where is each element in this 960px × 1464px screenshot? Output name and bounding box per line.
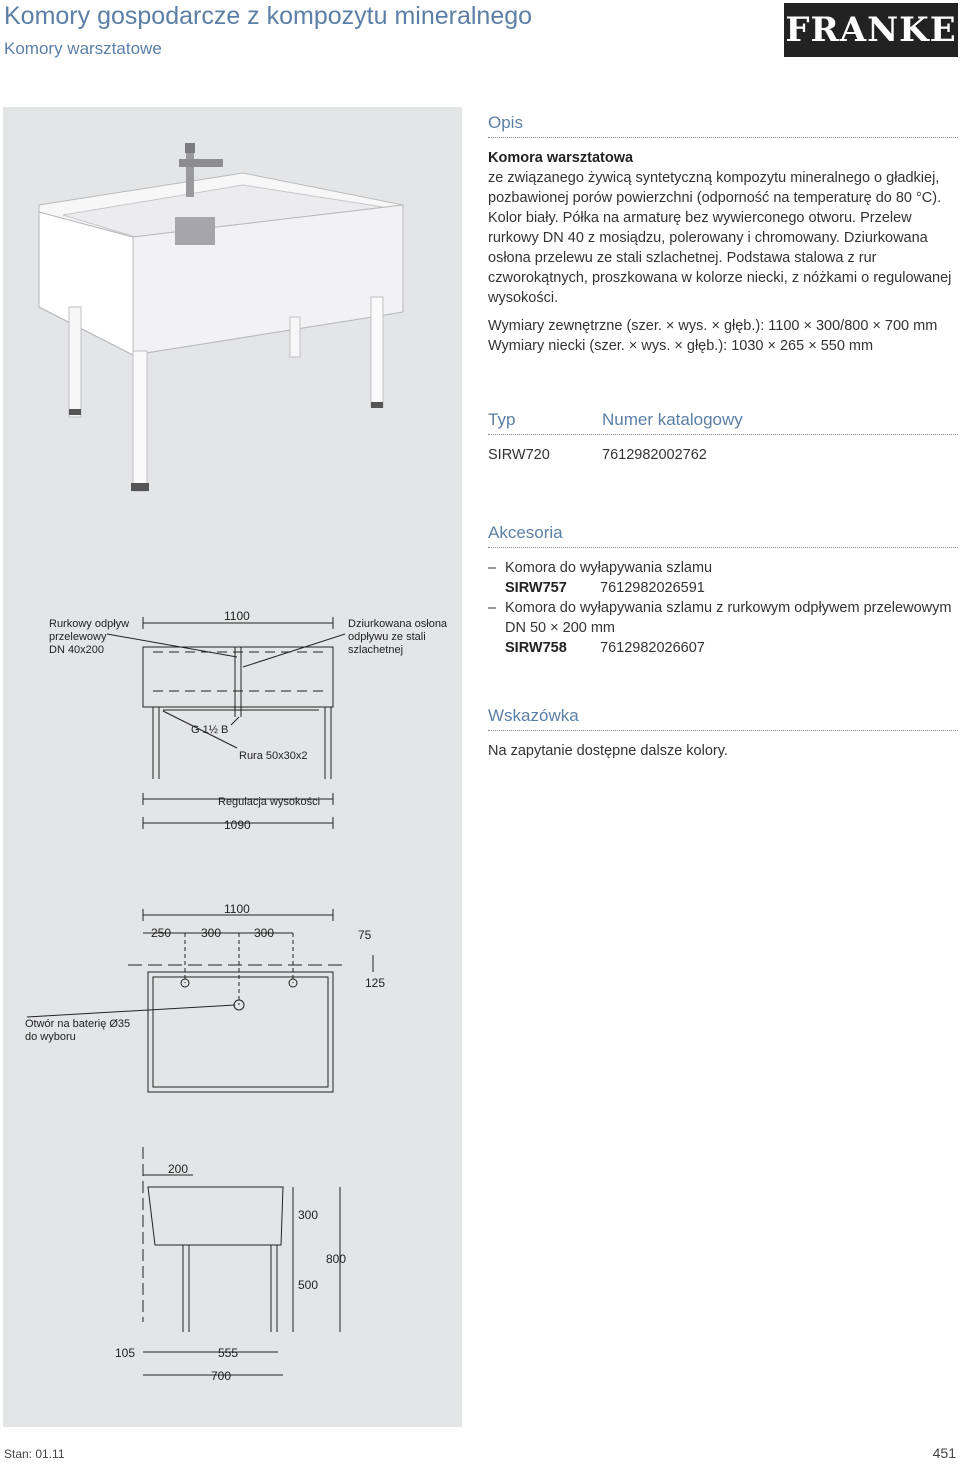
- wskazowka-text: Na zapytanie dostępne dalsze kolory.: [488, 743, 728, 759]
- cover-label-1: Dziurkowana osłona: [348, 618, 448, 630]
- right-column: [488, 107, 958, 761]
- typ-header: [488, 404, 958, 435]
- hole-label-1: Otwór na baterię Ø35: [25, 1018, 131, 1030]
- accessory-desc: Komora do wyłapywania szlamu: [505, 560, 713, 576]
- opis-heading: Opis: [488, 107, 958, 138]
- hole-label-2: do wyboru: [25, 1031, 76, 1043]
- footer-page-number: 451: [932, 1445, 956, 1461]
- catalog-value: 7612982002762: [602, 447, 707, 463]
- side-dim-300: 300: [298, 1208, 319, 1222]
- front-dim-width: 1100: [224, 609, 250, 623]
- side-dim-555: 555: [218, 1346, 239, 1360]
- catalog-heading: Numer katalogowy: [602, 410, 743, 429]
- accessory-catalog: 7612982026607: [600, 640, 705, 656]
- top-view-drawing: [27, 909, 373, 1092]
- accessory-item: – Komora do wyłapywania szlamu: [488, 560, 713, 576]
- page-subtitle: Komory warsztatowe: [4, 39, 162, 58]
- dims-outer: Wymiary zewnętrzne (szer. × wys. × głęb.): 1100 × 300/800 × 700 mm: [488, 318, 938, 334]
- product-image-panel: [3, 107, 462, 1427]
- footer-stand: Stan: 01.11: [4, 1447, 65, 1461]
- side-dim-105: 105: [115, 1346, 136, 1360]
- typ-row: [488, 445, 958, 465]
- top-dim-250: 250: [151, 926, 172, 940]
- technical-drawing: [3, 107, 462, 1427]
- top-dim-width: 1100: [224, 902, 250, 916]
- top-dim-75: 75: [358, 928, 372, 942]
- height-adj-label: Regulacja wysokości: [218, 796, 321, 808]
- product-name: Komora warsztatowa: [488, 150, 634, 166]
- cover-label-3: szlachetnej: [348, 644, 404, 656]
- side-dim-700: 700: [211, 1369, 232, 1383]
- side-view-drawing: [143, 1147, 340, 1375]
- typ-heading: Typ: [488, 410, 516, 429]
- accessory-row: [488, 578, 958, 598]
- page-title: Komory gospodarcze z kompozytu mineralnego: [4, 2, 533, 30]
- top-dim-125: 125: [365, 976, 386, 990]
- typ-value: SIRW720: [488, 447, 550, 463]
- tube-label: Rura 50x30x2: [239, 750, 308, 762]
- side-dim-500: 500: [298, 1278, 319, 1292]
- side-view-labels: [115, 1162, 346, 1383]
- franke-logo: FRANKE: [784, 3, 958, 57]
- top-dim-300a: 300: [201, 926, 222, 940]
- side-dim-800: 800: [326, 1252, 347, 1266]
- accessory-catalog: 7612982026591: [600, 580, 705, 596]
- accessory-desc: Komora do wyłapywania szlamu z rurkowym odpływem przelewowym: [505, 600, 952, 616]
- accessory-item: – Komora do wyłapywania szlamu z rurkowym odpływem przelewowym: [488, 600, 952, 616]
- product-description: ze związanego żywicą syntetyczną kompozytu mineralnego o gładkiej, pozbawionej porów powierzchni (odporność na temperaturę do 80 °C). Kolor biały. Półka na armaturę bez wywierconego otworu. Przelew rurkowy DN 40 z mosiądzu, polerowany i chromowany. Dziurkowana osłona przelewu ze stali szlachetnej. Podstawa stalowa z rur czworokątnych, proszkowana w kolorze niecki, z nóżkami o regulowanej wysokości.: [488, 170, 952, 306]
- top-dim-300b: 300: [254, 926, 275, 940]
- overflow-label-1: Rurkowy odpływ: [49, 618, 130, 630]
- akcesoria-heading: Akcesoria: [488, 517, 958, 548]
- sink-photo: [39, 143, 403, 491]
- dims-basin: Wymiary niecki (szer. × wys. × głęb.): 1030 × 265 × 550 mm: [488, 338, 874, 354]
- accessory-row: [488, 638, 958, 658]
- accessory-desc-2: DN 50 × 200 mm: [505, 620, 616, 636]
- thread-label: G 1½ B: [191, 724, 229, 736]
- overflow-label-2: przelewowy: [49, 631, 107, 643]
- front-dim-base: 1090: [224, 818, 251, 832]
- front-view-labels: [49, 609, 448, 832]
- side-dim-200: 200: [168, 1162, 189, 1176]
- accessory-type: SIRW757: [505, 580, 567, 596]
- accessory-type: SIRW758: [505, 640, 567, 656]
- wskazowka-heading: Wskazówka: [488, 700, 958, 731]
- cover-label-2: odpływu ze stali: [348, 631, 426, 643]
- overflow-label-3: DN 40x200: [49, 644, 105, 656]
